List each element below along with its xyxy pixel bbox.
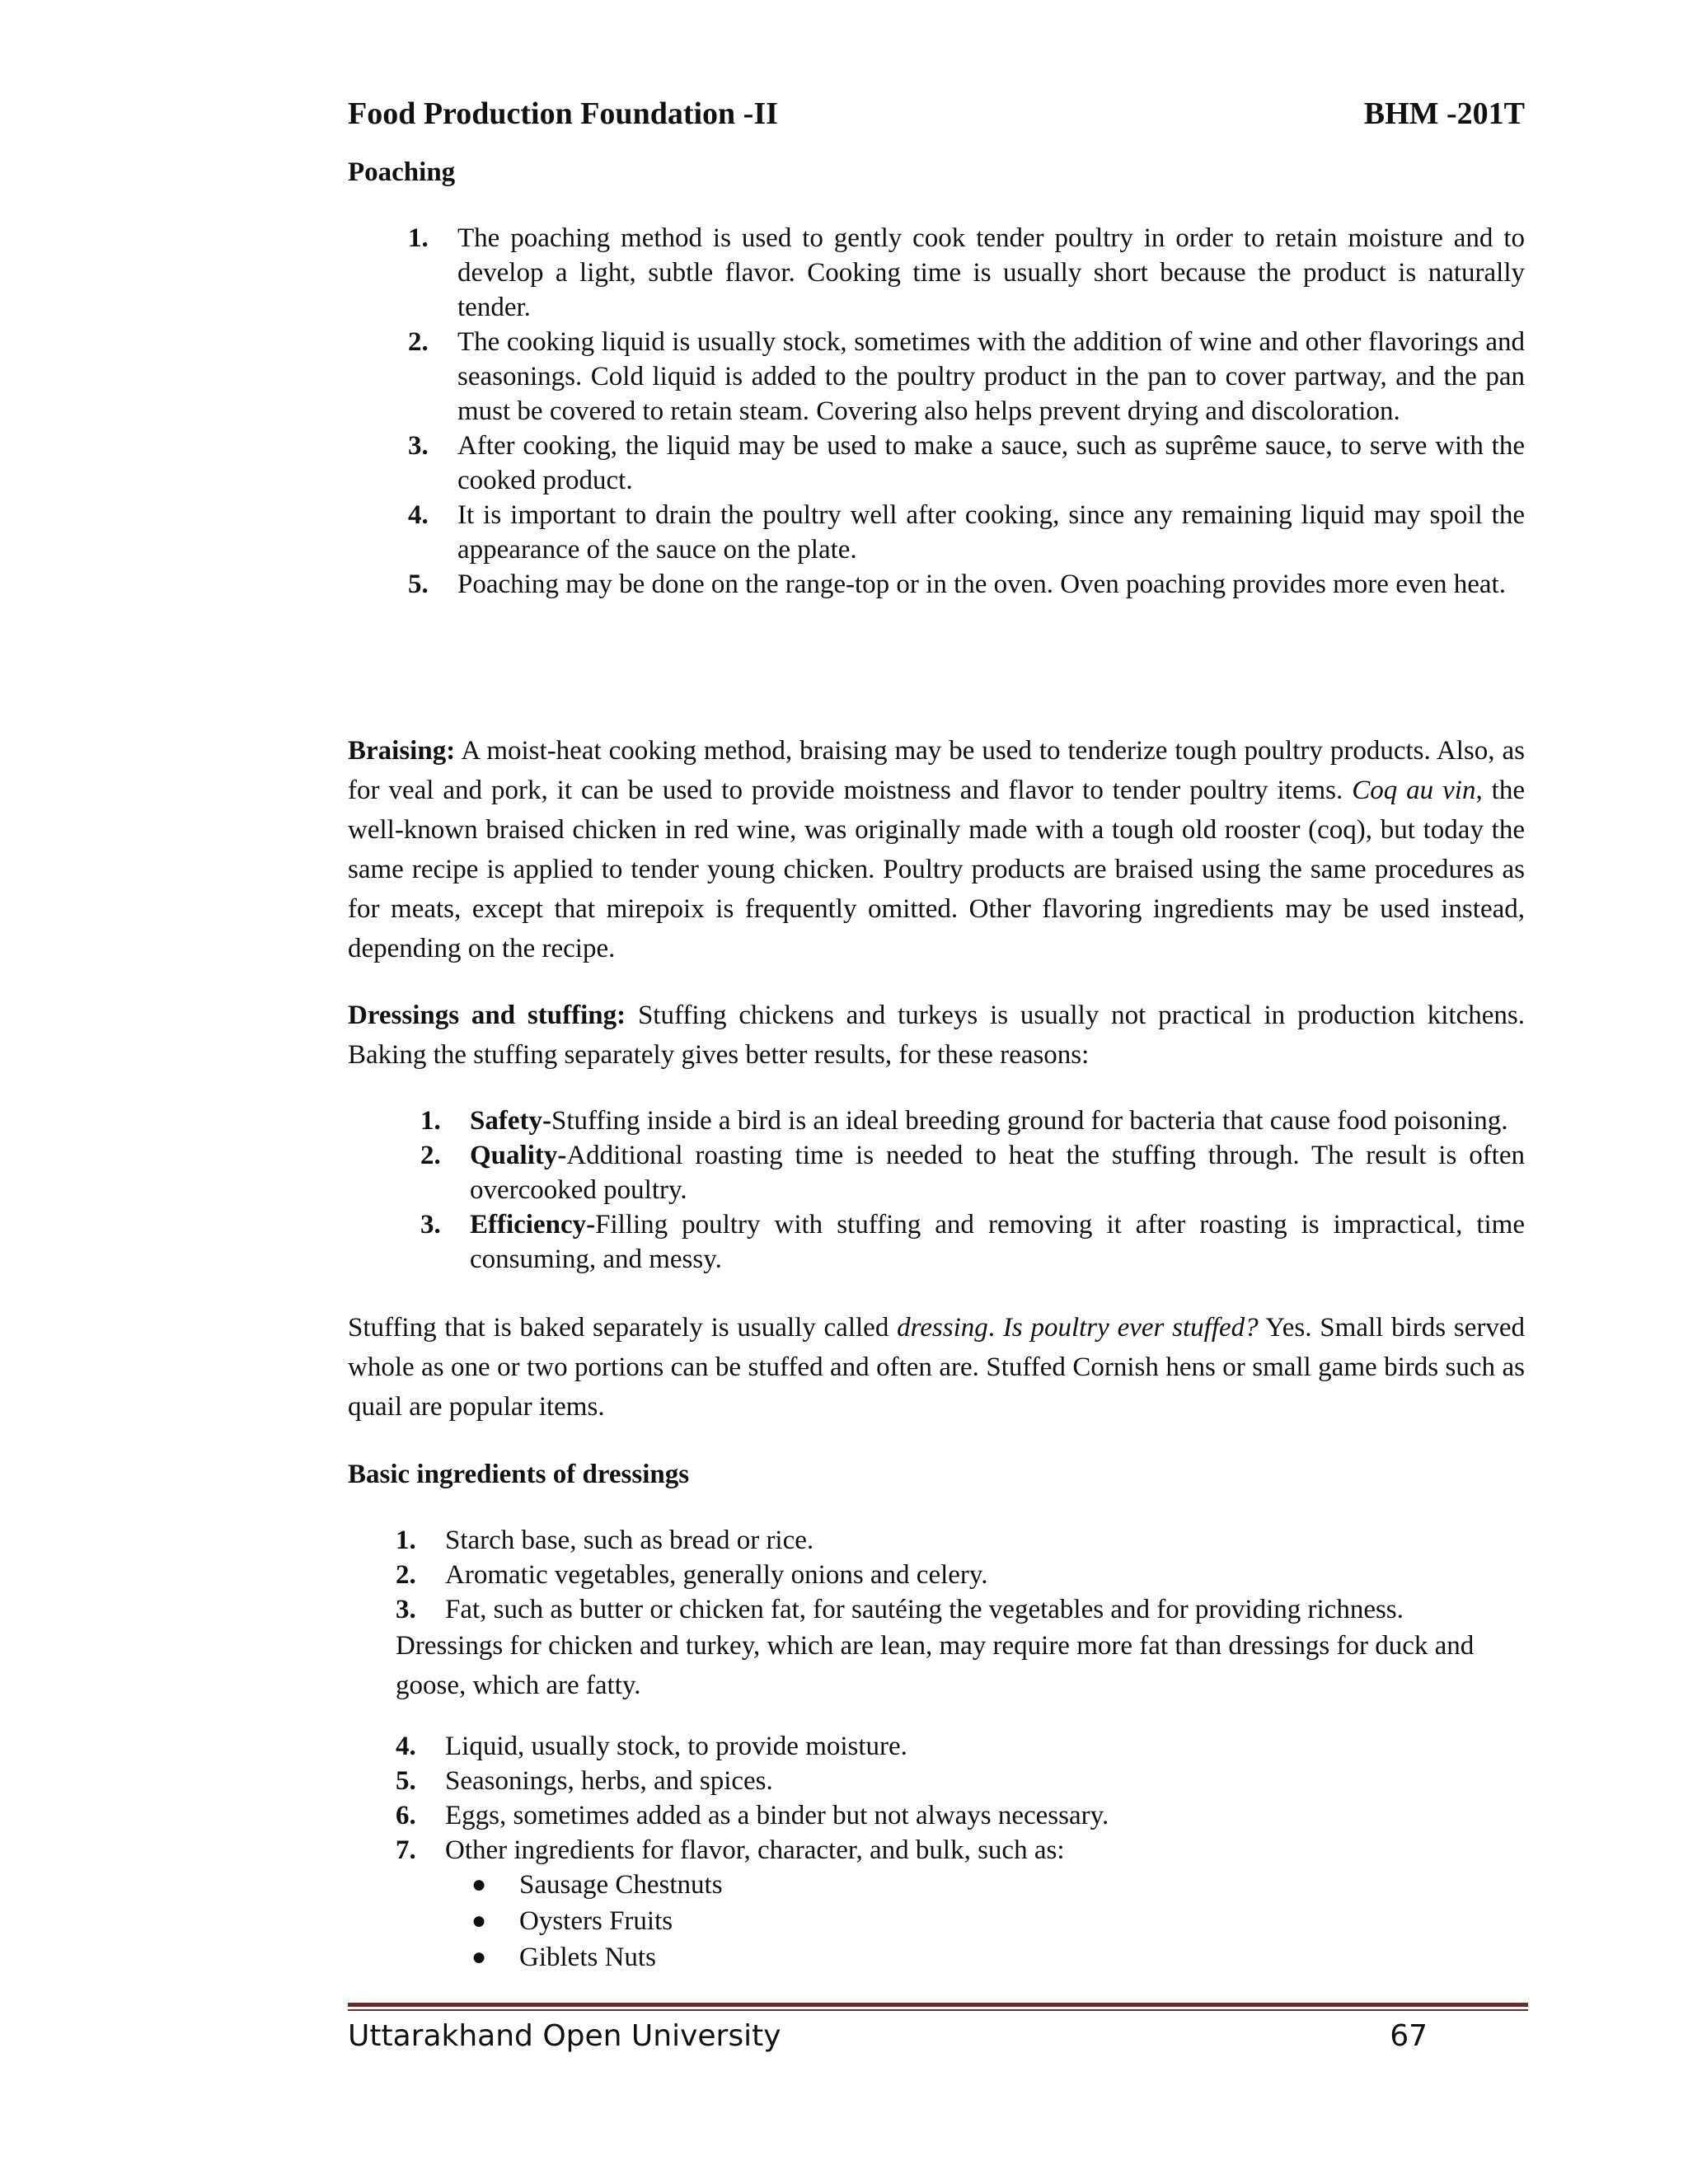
list-item [396,1729,1525,1764]
braising-paragraph [348,731,1525,968]
bullet-icon: ● [471,1907,487,1934]
bullet-text: Oysters Fruits [519,1906,673,1936]
list-item-text: It is important to drain the poultry well after cooking, since any remaining liquid may spoil the appearance of the sauce on the plate. [457,500,1525,565]
page-footer [348,2019,1428,2060]
dressings-paragraph [348,996,1525,1075]
list-number: 2. [420,1141,441,1170]
dressings-followup-paragraph [348,1308,1525,1427]
list-number: 3. [396,1595,416,1624]
list-item [408,429,1525,498]
bullet-text: Sausage Chestnuts [519,1870,723,1900]
followup-italic-1: dressing [897,1313,988,1343]
reason-text: Stuffing inside a bird is an ideal breeding ground for bacteria that cause food poisoning. [551,1106,1508,1136]
list-number: 6. [396,1801,416,1830]
braising-label: Braising: [348,736,456,766]
bullet-item [471,1939,1179,1975]
list-number: 4. [408,500,429,530]
page-number: 67 [1390,2019,1428,2053]
list-number: 1. [420,1106,441,1136]
bullet-icon: ● [471,1943,487,1971]
footer-divider-thin [348,2009,1528,2011]
footer-divider-thick [348,2003,1528,2007]
list-item [396,1798,1525,1833]
list-item-text: Seasonings, herbs, and spices. [445,1766,773,1796]
list-item [408,221,1525,325]
dressings-reasons-list [420,1104,1525,1277]
bullet-item [471,1867,1179,1903]
list-item-text: Poaching may be done on the range-top or in the oven. Oven poaching provides more even heat. [457,569,1506,599]
other-ingredients-bullets [471,1867,1179,1975]
braising-text-2: , the well-known braised chicken in red wine, was originally made with a tough old rooster (coq), but today the same recipe is applied to tender young chicken. Poultry products are braised using the same procedures as for meats, except that mirepoix is frequently omitted. Other flavoring ingredients may be used instead, depending on the recipe. [348,776,1525,963]
bullet-text: Giblets Nuts [519,1943,656,1972]
list-item [396,1833,1525,1868]
list-number: 3. [408,431,429,461]
list-number: 7. [396,1835,416,1865]
reason-text: Additional roasting time is needed to heat the stuffing through. The result is often overcooked poultry. [470,1141,1525,1205]
poaching-heading: Poaching [348,157,456,187]
list-item-text: Fat, such as butter or chicken fat, for sautéing the vegetables and for providing richness. [445,1595,1404,1624]
list-item-text: After cooking, the liquid may be used to make a sauce, such as suprême sauce, to serve with the cooked product. [457,431,1525,495]
list-number: 3. [420,1210,441,1240]
course-code: BHM -201T [1363,96,1525,131]
bullet-icon: ● [471,1871,487,1898]
list-number: 2. [396,1560,416,1590]
braising-text-1: A moist-heat cooking method, braising may be used to tenderize tough poultry products. Also, as for veal and pork, it can be used to provide moistness and flavor to tender poultry items. [348,736,1525,805]
list-number: 1. [396,1526,416,1555]
list-item [396,1523,1525,1558]
ingredients-fat-note: Dressings for chicken and turkey, which are lean, may require more fat than dressings for duck and goose, which are fatty. [396,1631,1475,1700]
list-number: 5. [396,1766,416,1796]
list-item-text: Other ingredients for flavor, character, and bulk, such as: [445,1835,1065,1865]
braising-italic: Coq au vin [1352,776,1476,805]
list-item-text: Aromatic vegetables, generally onions and celery. [445,1560,988,1590]
followup-italic-2: Is poultry ever stuffed? [1002,1313,1259,1343]
reason-text: Filling poultry with stuffing and removing it after roasting is impractical, time consuming, and messy. [470,1210,1525,1274]
list-number: 5. [408,569,429,599]
followup-text-3: Yes. Small birds served whole as one or two portions can be stuffed and often are. Stuffed Cornish hens or small game birds such as quail are popular items. [348,1313,1526,1422]
list-number: 1. [408,223,429,253]
followup-text-1: Stuffing that is baked separately is usually called [348,1313,898,1343]
list-item [408,325,1525,429]
list-item-text: Liquid, usually stock, to provide moisture. [445,1732,907,1761]
list-item [408,567,1525,602]
followup-text-2: . [987,1313,1003,1343]
list-item [396,1592,1525,1627]
list-item-text: Starch base, such as bread or rice. [445,1526,814,1555]
list-item-text: Eggs, sometimes added as a binder but not always necessary. [445,1801,1109,1830]
ingredients-list-a [396,1523,1525,1627]
bullet-item [471,1903,1179,1939]
list-item [420,1207,1525,1277]
university-name: Uttarakhand Open University [348,2019,781,2053]
list-item-text: The poaching method is used to gently cook tender poultry in order to retain moisture and to develop a light, subtle flavor. Cooking time is usually short because the product is naturally tender. [457,223,1525,322]
list-number: 2. [408,327,429,357]
ingredients-heading: Basic ingredients of dressings [348,1460,690,1489]
list-number: 4. [396,1732,416,1761]
list-item [408,498,1525,567]
course-title: Food Production Foundation -II [348,96,778,131]
list-item [396,1764,1525,1798]
reason-label: Safety- [470,1106,551,1136]
ingredients-list-b [396,1729,1525,1868]
list-item-text: The cooking liquid is usually stock, sometimes with the addition of wine and other flavorings and seasonings. Cold liquid is added to the poultry product in the pan to cover partway, and the pan must be covered to retain steam. Covering also helps prevent drying and discoloration. [457,327,1525,426]
list-item [396,1558,1525,1592]
list-item [420,1138,1525,1207]
reason-label: Efficiency- [470,1210,596,1240]
reason-label: Quality- [470,1141,567,1170]
poaching-list [408,221,1525,602]
list-item [420,1104,1525,1138]
dressings-text: Stuffing chickens and turkeys is usually not practical in production kitchens. Baking the stuffing separately gives better results, for these reasons: [348,1001,1525,1070]
page-header [348,96,1525,137]
dressings-label: Dressings and stuffing: [348,1001,626,1030]
